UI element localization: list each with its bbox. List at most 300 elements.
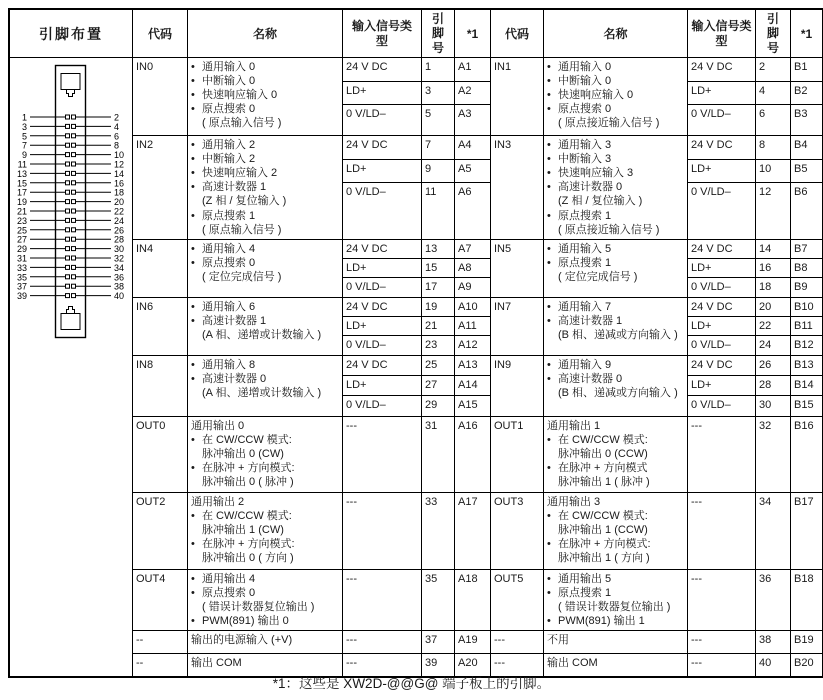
- pin-number-cell: 35: [421, 570, 454, 630]
- bullet-icon: •: [547, 510, 551, 523]
- column-header-pin-layout: [10, 10, 132, 57]
- bullet-icon: •: [191, 315, 195, 328]
- pin-number-cell: 15: [421, 259, 454, 278]
- header-text: 名称: [252, 27, 277, 42]
- code-cell: IN3: [490, 136, 543, 239]
- signal-type-cell: 24 V DC: [687, 240, 755, 259]
- name-line: [547, 328, 684, 342]
- signal-type-cell: ---: [687, 493, 755, 569]
- pin-number-cell: 14: [755, 240, 790, 259]
- pin-number-label: 23: [16, 216, 27, 227]
- pin-number-label: 12: [114, 159, 125, 170]
- code-cell: OUT3: [490, 493, 543, 569]
- name-line: [191, 166, 339, 180]
- terminal-ref-cell: B15: [790, 396, 822, 416]
- code-cell: OUT1: [490, 417, 543, 492]
- signal-type-cell: LD+: [342, 317, 421, 336]
- signal-type-cell: LD+: [687, 376, 755, 396]
- terminal-ref-cell: A9: [454, 278, 490, 297]
- pin-number-cell: 40: [755, 654, 790, 676]
- name-line-text: 不用: [547, 634, 569, 647]
- code-cell: IN6: [132, 298, 187, 355]
- header-text: 引脚号: [766, 12, 779, 55]
- name-line-text: PWM(891) 输出 0: [202, 615, 289, 628]
- name-line: [191, 180, 339, 194]
- row-half: [490, 356, 822, 416]
- name-line: [547, 447, 684, 461]
- pin-number-label: 27: [16, 234, 27, 245]
- pin-number-cell: 26: [755, 356, 790, 376]
- name-cell: [187, 631, 342, 653]
- bullet-icon: •: [191, 257, 195, 270]
- pin-number-cell: 16: [755, 259, 790, 278]
- header-text: 输入信号类型: [351, 19, 412, 48]
- name-line-text: 通用输入 9: [558, 359, 612, 372]
- name-line-text: 原点搜索 1: [558, 587, 612, 600]
- signal-type-cell: 0 V/LD–: [687, 183, 755, 239]
- name-line-text: 通用输入 0: [558, 61, 612, 74]
- pin-number-cell: 27: [421, 376, 454, 396]
- bullet-icon: •: [547, 209, 551, 222]
- pin-number-label: 4: [114, 122, 120, 133]
- signal-type-cell: 0 V/LD–: [342, 396, 421, 416]
- name-cell: [543, 417, 687, 492]
- terminal-ref-cell: B2: [790, 82, 822, 105]
- name-line: [191, 256, 339, 270]
- row-half: [490, 631, 822, 653]
- name-line-text: ( 错误计数器复位输出 ): [558, 601, 671, 614]
- code-cell: IN4: [132, 240, 187, 297]
- pin-number-label: 28: [114, 234, 125, 245]
- name-line-text: 高速计数器 1: [202, 181, 267, 194]
- signal-type-cell: 0 V/LD–: [342, 105, 421, 135]
- pin-assignment-table: [8, 8, 823, 678]
- name-line: [547, 572, 684, 586]
- pin-number-cell: 12: [755, 183, 790, 239]
- bullet-icon: •: [191, 61, 195, 74]
- name-line: [547, 461, 684, 475]
- name-line: [191, 358, 339, 372]
- pin-number-label: 1: [21, 112, 27, 123]
- name-line: [547, 270, 684, 284]
- pin-number-cell: 29: [421, 396, 454, 416]
- name-line-text: 脉冲输出 0 (CCW): [558, 448, 648, 461]
- name-line: [191, 88, 339, 102]
- name-line: [191, 194, 339, 208]
- bullet-icon: •: [191, 462, 195, 475]
- bullet-icon: •: [547, 61, 551, 74]
- pin-number-label: 37: [16, 281, 27, 292]
- terminal-ref-cell: B6: [790, 183, 822, 239]
- name-line: [191, 572, 339, 586]
- name-line: [547, 314, 684, 328]
- name-line: [547, 116, 684, 130]
- name-line: [191, 509, 339, 523]
- pin-number-cell: 39: [421, 654, 454, 676]
- pin-number-label: 2: [114, 112, 120, 123]
- signal-type-cell: 0 V/LD–: [687, 105, 755, 135]
- row-half: [132, 570, 490, 630]
- terminal-ref-cell: B14: [790, 376, 822, 396]
- header-text: 引脚布置: [39, 25, 103, 42]
- footnote: *1：这些是 XW2D-@@G@ 端子板上的引脚。: [272, 676, 551, 691]
- pin-number-label: 3: [21, 122, 27, 133]
- name-line: [547, 180, 684, 194]
- column-header-name: [543, 10, 687, 57]
- name-line-text: 通用输入 8: [202, 359, 256, 372]
- terminal-ref-cell: A2: [454, 82, 490, 105]
- name-cell: [187, 240, 342, 297]
- signal-type-cell: LD+: [687, 317, 755, 336]
- signal-type-cell: ---: [687, 570, 755, 630]
- pin-number-label: 13: [16, 169, 27, 180]
- name-line: [191, 372, 339, 386]
- name-line-text: 中断输入 2: [202, 153, 256, 166]
- name-line: [191, 433, 339, 447]
- signal-type-cell: ---: [342, 570, 421, 630]
- pin-number-label: 22: [114, 206, 125, 217]
- table-row: [132, 492, 822, 569]
- terminal-ref-cell: A8: [454, 259, 490, 278]
- name-line-text: 原点搜索 1: [558, 209, 612, 222]
- name-line: [547, 60, 684, 74]
- name-line-text: 脉冲输出 1 ( 方向 ): [558, 552, 650, 565]
- pin-number-cell: 34: [755, 493, 790, 569]
- name-line-text: 脉冲输出 1 ( 脉冲 ): [558, 476, 650, 489]
- terminal-ref-cell: A12: [454, 336, 490, 355]
- terminal-ref-cell: B4: [790, 136, 822, 160]
- terminal-ref-cell: B20: [790, 654, 822, 676]
- pin-number-label: 18: [114, 187, 125, 198]
- row-half: [132, 356, 490, 416]
- terminal-ref-cell: B13: [790, 356, 822, 376]
- header-text: 代码: [147, 27, 172, 42]
- name-line-text: 通用输入 5: [558, 243, 612, 256]
- signal-type-cell: 24 V DC: [342, 356, 421, 376]
- name-line-text: 通用输出 1: [547, 420, 601, 433]
- pin-number-label: 31: [16, 253, 27, 264]
- table-body: [10, 58, 822, 676]
- name-cell: [543, 136, 687, 239]
- terminal-ref-cell: A18: [454, 570, 490, 630]
- name-line-text: 脉冲输出 0 ( 脉冲 ): [202, 476, 294, 489]
- pin-number-cell: 30: [755, 396, 790, 416]
- signal-type-cell: 0 V/LD–: [342, 183, 421, 239]
- name-line: [547, 88, 684, 102]
- name-line-text: 在 CW/CCW 模式:: [202, 510, 292, 523]
- name-line-text: PWM(891) 输出 1: [558, 615, 645, 628]
- name-line: [547, 358, 684, 372]
- signal-type-cell: LD+: [342, 82, 421, 105]
- pin-number-label: 36: [114, 272, 125, 283]
- row-half: [490, 240, 822, 297]
- name-line-text: 通用输入 4: [202, 243, 256, 256]
- name-line: [547, 209, 684, 223]
- name-line: [191, 102, 339, 116]
- terminal-ref-cell: A20: [454, 654, 490, 676]
- name-line-text: ( 定位完成信号 ): [202, 271, 282, 284]
- code-cell: ---: [490, 631, 543, 653]
- name-cell: [543, 356, 687, 416]
- pin-number-label: 32: [114, 253, 125, 264]
- bullet-icon: •: [547, 243, 551, 256]
- name-line-text: 输出 COM: [547, 657, 598, 670]
- table-row: [132, 416, 822, 492]
- column-header-pin-number: [755, 10, 790, 57]
- terminal-ref-cell: A15: [454, 396, 490, 416]
- terminal-ref-cell: A14: [454, 376, 490, 396]
- header-text: *1: [466, 26, 479, 41]
- signal-type-cell: 0 V/LD–: [342, 336, 421, 355]
- signal-type-cell: LD+: [342, 376, 421, 396]
- column-header-note1: [454, 10, 490, 57]
- pin-number-cell: 31: [421, 417, 454, 492]
- bullet-icon: •: [547, 615, 551, 628]
- pin-number-cell: 36: [755, 570, 790, 630]
- name-line: [191, 328, 339, 342]
- row-half: [490, 58, 822, 135]
- pin-number-label: 10: [114, 150, 125, 161]
- bullet-icon: •: [191, 510, 195, 523]
- pin-number-cell: 8: [755, 136, 790, 160]
- name-line-text: ( 原点输入信号 ): [202, 223, 282, 236]
- name-line: [191, 461, 339, 475]
- name-line: [191, 74, 339, 88]
- row-half: [132, 631, 490, 653]
- code-cell: OUT4: [132, 570, 187, 630]
- header-text: 名称: [603, 27, 628, 42]
- pin-number-cell: 2: [755, 58, 790, 82]
- column-header-code: [132, 10, 187, 57]
- name-line-text: (Z 相 / 复位输入 ): [202, 195, 287, 208]
- name-line: [547, 495, 684, 509]
- name-line-text: 通用输入 0: [202, 61, 256, 74]
- connector-diagram: [10, 58, 132, 658]
- column-header-code: [490, 10, 543, 57]
- name-line: [191, 633, 339, 647]
- name-line: [547, 223, 684, 237]
- bullet-icon: •: [191, 538, 195, 551]
- pin-number-cell: 28: [755, 376, 790, 396]
- pin-number-label: 40: [114, 291, 125, 302]
- name-line-text: 快速响应输入 0: [558, 89, 634, 102]
- signal-type-cell: 24 V DC: [687, 136, 755, 160]
- column-header-note1: [790, 10, 822, 57]
- name-line-text: 原点搜索 1: [558, 257, 612, 270]
- name-cell: [543, 570, 687, 630]
- name-line-text: 通用输入 7: [558, 301, 612, 314]
- pin-number-label: 39: [16, 291, 27, 302]
- column-header-signal-type: [687, 10, 755, 57]
- pin-number-label: 17: [16, 187, 27, 198]
- bullet-icon: •: [191, 301, 195, 314]
- code-cell: IN2: [132, 136, 187, 239]
- name-line: [191, 242, 339, 256]
- name-line: [191, 138, 339, 152]
- pin-number-label: 25: [16, 225, 27, 236]
- pin-number-cell: 33: [421, 493, 454, 569]
- terminal-ref-cell: A10: [454, 298, 490, 317]
- terminal-ref-cell: A6: [454, 183, 490, 239]
- bullet-icon: •: [547, 538, 551, 551]
- name-line: [191, 116, 339, 130]
- code-cell: IN1: [490, 58, 543, 135]
- name-cell: [187, 493, 342, 569]
- code-cell: IN8: [132, 356, 187, 416]
- pin-number-cell: 3: [421, 82, 454, 105]
- terminal-ref-cell: A5: [454, 160, 490, 183]
- signal-type-cell: 0 V/LD–: [687, 396, 755, 416]
- pin-number-label: 35: [16, 272, 27, 283]
- terminal-ref-cell: B19: [790, 631, 822, 653]
- name-line: [191, 600, 339, 614]
- bullet-icon: •: [191, 181, 195, 194]
- signal-type-cell: 24 V DC: [342, 240, 421, 259]
- name-line-text: 原点搜索 0: [202, 257, 256, 270]
- signal-type-cell: LD+: [342, 259, 421, 278]
- row-half: [132, 58, 490, 135]
- pin-number-cell: 17: [421, 278, 454, 297]
- name-line-text: 中断输入 0: [558, 75, 612, 88]
- pin-number-label: 21: [16, 206, 27, 217]
- name-line: [547, 194, 684, 208]
- terminal-ref-cell: A13: [454, 356, 490, 376]
- signal-type-cell: 24 V DC: [342, 298, 421, 317]
- signal-type-cell: ---: [342, 493, 421, 569]
- bullet-icon: •: [191, 209, 195, 222]
- name-line-text: 输出 COM: [191, 657, 242, 670]
- name-line-text: 在 CW/CCW 模式:: [202, 434, 292, 447]
- table-row: [132, 297, 822, 355]
- name-line: [191, 523, 339, 537]
- name-line: [191, 223, 339, 237]
- pin-number-cell: 4: [755, 82, 790, 105]
- name-line-text: 在 CW/CCW 模式:: [558, 510, 648, 523]
- pin-number-cell: 19: [421, 298, 454, 317]
- name-line-text: 在脉冲 + 方向模式: [558, 462, 648, 475]
- name-line: [547, 433, 684, 447]
- name-line-text: 通用输出 2: [191, 496, 245, 509]
- name-line: [547, 551, 684, 565]
- name-line-text: ( 原点输入信号 ): [202, 117, 282, 130]
- name-line-text: 高速计数器 1: [202, 315, 267, 328]
- pin-number-label: 29: [16, 244, 27, 255]
- terminal-ref-cell: B18: [790, 570, 822, 630]
- pin-number-label: 15: [16, 178, 27, 189]
- name-line: [547, 152, 684, 166]
- terminal-ref-cell: B10: [790, 298, 822, 317]
- signal-type-cell: 24 V DC: [342, 58, 421, 82]
- bullet-icon: •: [547, 181, 551, 194]
- table-row: [132, 58, 822, 135]
- row-half: [490, 417, 822, 492]
- pin-number-cell: 25: [421, 356, 454, 376]
- row-half: [490, 298, 822, 355]
- name-line-text: (B 相、递减或方向输入 ): [558, 387, 678, 400]
- pin-number-label: 19: [16, 197, 27, 208]
- name-line: [547, 372, 684, 386]
- pin-number-label: 33: [16, 263, 27, 274]
- name-line: [547, 256, 684, 270]
- name-line-text: 在脉冲 + 方向模式:: [202, 462, 295, 475]
- code-cell: IN5: [490, 240, 543, 297]
- signal-type-cell: 0 V/LD–: [687, 336, 755, 355]
- signal-type-cell: LD+: [687, 259, 755, 278]
- name-line-text: 在脉冲 + 方向模式:: [558, 538, 651, 551]
- code-cell: --: [132, 654, 187, 676]
- name-line: [547, 614, 684, 628]
- name-line-text: 高速计数器 1: [558, 315, 623, 328]
- pin-number-label: 5: [21, 131, 27, 142]
- name-line: [547, 475, 684, 489]
- bullet-icon: •: [547, 89, 551, 102]
- name-line-text: 脉冲输出 0 (CW): [202, 448, 284, 461]
- bullet-icon: •: [547, 167, 551, 180]
- bullet-icon: •: [191, 573, 195, 586]
- pin-number-cell: 1: [421, 58, 454, 82]
- pin-number-label: 8: [114, 140, 120, 151]
- bullet-icon: •: [547, 587, 551, 600]
- pin-layout-cell: [10, 58, 132, 676]
- signal-type-cell: ---: [687, 417, 755, 492]
- bullet-icon: •: [547, 301, 551, 314]
- bullet-icon: •: [547, 373, 551, 386]
- name-line-text: 脉冲输出 1 (CW): [202, 524, 284, 537]
- bullet-icon: •: [547, 103, 551, 116]
- bullet-icon: •: [191, 587, 195, 600]
- name-line: [547, 509, 684, 523]
- terminal-ref-cell: A1: [454, 58, 490, 82]
- name-cell: [187, 417, 342, 492]
- row-half: [490, 570, 822, 630]
- terminal-ref-cell: B3: [790, 105, 822, 135]
- name-line: [191, 314, 339, 328]
- pin-number-cell: 21: [421, 317, 454, 336]
- name-cell: [543, 298, 687, 355]
- pin-number-label: 16: [114, 178, 125, 189]
- code-cell: OUT0: [132, 417, 187, 492]
- name-cell: [543, 240, 687, 297]
- terminal-ref-cell: B17: [790, 493, 822, 569]
- name-line: [191, 475, 339, 489]
- header-text: 引脚号: [431, 12, 444, 55]
- name-line-text: 通用输入 3: [558, 139, 612, 152]
- name-line: [547, 656, 684, 670]
- name-cell: [187, 298, 342, 355]
- terminal-ref-cell: B9: [790, 278, 822, 297]
- name-line: [547, 138, 684, 152]
- pin-number-label: 20: [114, 197, 125, 208]
- pin-number-label: 34: [114, 263, 125, 274]
- table-row: [132, 239, 822, 297]
- name-line-text: (Z 相 / 复位输入 ): [558, 195, 643, 208]
- name-line-text: 通用输出 3: [547, 496, 601, 509]
- name-line: [191, 60, 339, 74]
- bullet-icon: •: [191, 434, 195, 447]
- signal-type-cell: 24 V DC: [687, 58, 755, 82]
- bullet-icon: •: [191, 153, 195, 166]
- row-half: [490, 136, 822, 239]
- name-line-text: 通用输入 2: [202, 139, 256, 152]
- pin-number-label: 30: [114, 244, 125, 255]
- name-line: [547, 600, 684, 614]
- name-line: [547, 537, 684, 551]
- name-cell: [543, 493, 687, 569]
- pin-number-cell: 10: [755, 160, 790, 183]
- name-cell: [187, 136, 342, 239]
- name-line-text: ( 定位完成信号 ): [558, 271, 638, 284]
- name-line-text: 在脉冲 + 方向模式:: [202, 538, 295, 551]
